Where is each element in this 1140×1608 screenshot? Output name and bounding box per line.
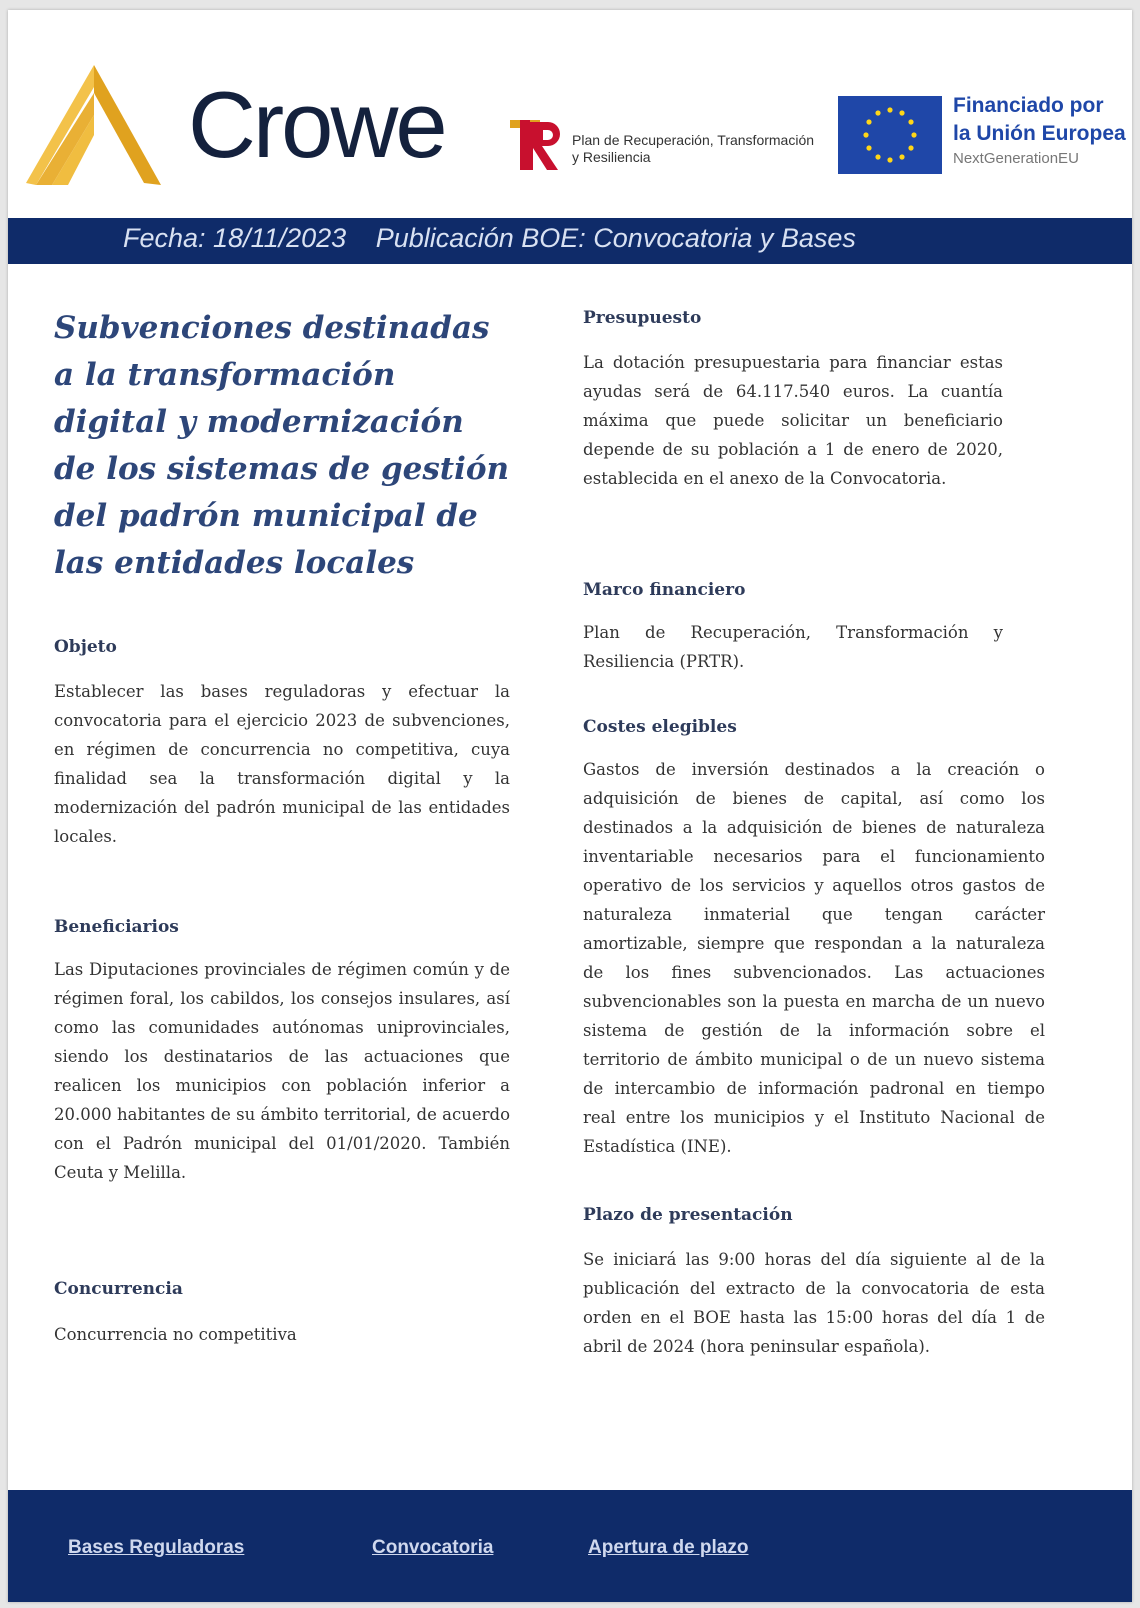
plazo-heading: Plazo de presentación: [583, 1205, 793, 1225]
document-page: [8, 10, 1132, 1602]
marco-body: Plan de Recuperación, Transformación y Resiliencia (PRTR).: [583, 623, 1003, 671]
costes-heading: Costes elegibles: [583, 717, 737, 737]
presupuesto-heading: Presupuesto: [583, 308, 702, 328]
prtr-logo: [508, 110, 828, 180]
plazo-body: Se iniciará las 9:00 horas del día siguiente al de la publicación del extracto de la convocatoria de esta orden en el BOE hasta las 15:00 horas del día 1 de abril de 2024 (hora peninsular española).: [583, 1250, 1045, 1356]
concurrencia-body: Concurrencia no competitiva: [54, 1325, 297, 1344]
crowe-logo-icon: [26, 65, 161, 195]
fecha-label: Fecha: 18/11/2023: [123, 223, 347, 253]
eu-line-3: NextGenerationEU: [953, 150, 1079, 167]
objeto-body: Establecer las bases reguladoras y efectuar la convocatoria para el ejercicio 2023 de subvenciones, en régimen de concurrencia no competitiva, cuya finalidad sea la transformación digital y la modernización del padrón municipal de las entidades locales.: [54, 682, 510, 846]
eu-line-2: la Unión Europea: [953, 122, 1126, 145]
convocatoria-link[interactable]: Convocatoria: [372, 1537, 494, 1558]
concurrencia-heading: Concurrencia: [54, 1279, 183, 1299]
objeto-heading: Objeto: [54, 637, 117, 657]
beneficiarios-body: Las Diputaciones provinciales de régimen común y de régimen foral, los cabildos, los consejos insulares, así como las comunidades autónomas uniprovinciales, siendo los destinatarios de las actuaciones que realicen los municipios con población inferior a 20.000 habitantes de su ámbito territorial, de acuerdo con el Padrón municipal del 01/01/2020. También Ceuta y Melilla.: [54, 960, 510, 1182]
presupuesto-body: La dotación presupuestaria para financiar estas ayudas será de 64.117.540 euros. La cuantía máxima que puede solicitar un beneficiario depende de su población a 1 de enero de 2020, establecida en el anexo de la Convocatoria.: [583, 353, 1003, 488]
costes-body: Gastos de inversión destinados a la creación o adquisición de bienes de capital, así como los destinados a la adquisición de bienes de naturaleza inventariable necesarios para el funcionamiento operativo de los servicios y aquellos otros gastos de naturaleza inmaterial que tengan carácter amortizable, siempre que respondan a la naturaleza de los fines subvencionados. Las actuaciones subvencionables son la puesta en marcha de un nuevo sistema de gestión de la información sobre el territorio de ámbito municipal o de un nuevo sistema de intercambio de información padronal en tiempo real entre los municipios y el Instituto Nacional de Estadística (INE).: [583, 760, 1045, 1156]
page-title: Subvenciones destinadas a la transformación digital y modernización de los sistemas de gestión del padrón municipal de las entidades locales: [54, 310, 510, 581]
publicacion-label: Publicación BOE: Convocatoria y Bases: [375, 223, 856, 253]
crowe-wordmark: Crowe: [188, 72, 445, 177]
prtr-icon: [508, 110, 568, 172]
bases-reguladoras-link[interactable]: Bases Reguladoras: [68, 1537, 245, 1558]
date-band: [8, 218, 1132, 264]
footer-band: [8, 1490, 1132, 1602]
eu-flag-icon: [838, 96, 942, 174]
eu-line-1: Financiado por: [953, 94, 1104, 117]
beneficiarios-heading: Beneficiarios: [54, 917, 179, 937]
apertura-plazo-link[interactable]: Apertura de plazo: [588, 1537, 749, 1558]
prtr-text: Plan de Recuperación, Transformación y Resiliencia: [572, 132, 815, 165]
left-column: [54, 305, 510, 1344]
marco-heading: Marco financiero: [583, 580, 746, 600]
eu-funding-label: [953, 92, 1126, 170]
